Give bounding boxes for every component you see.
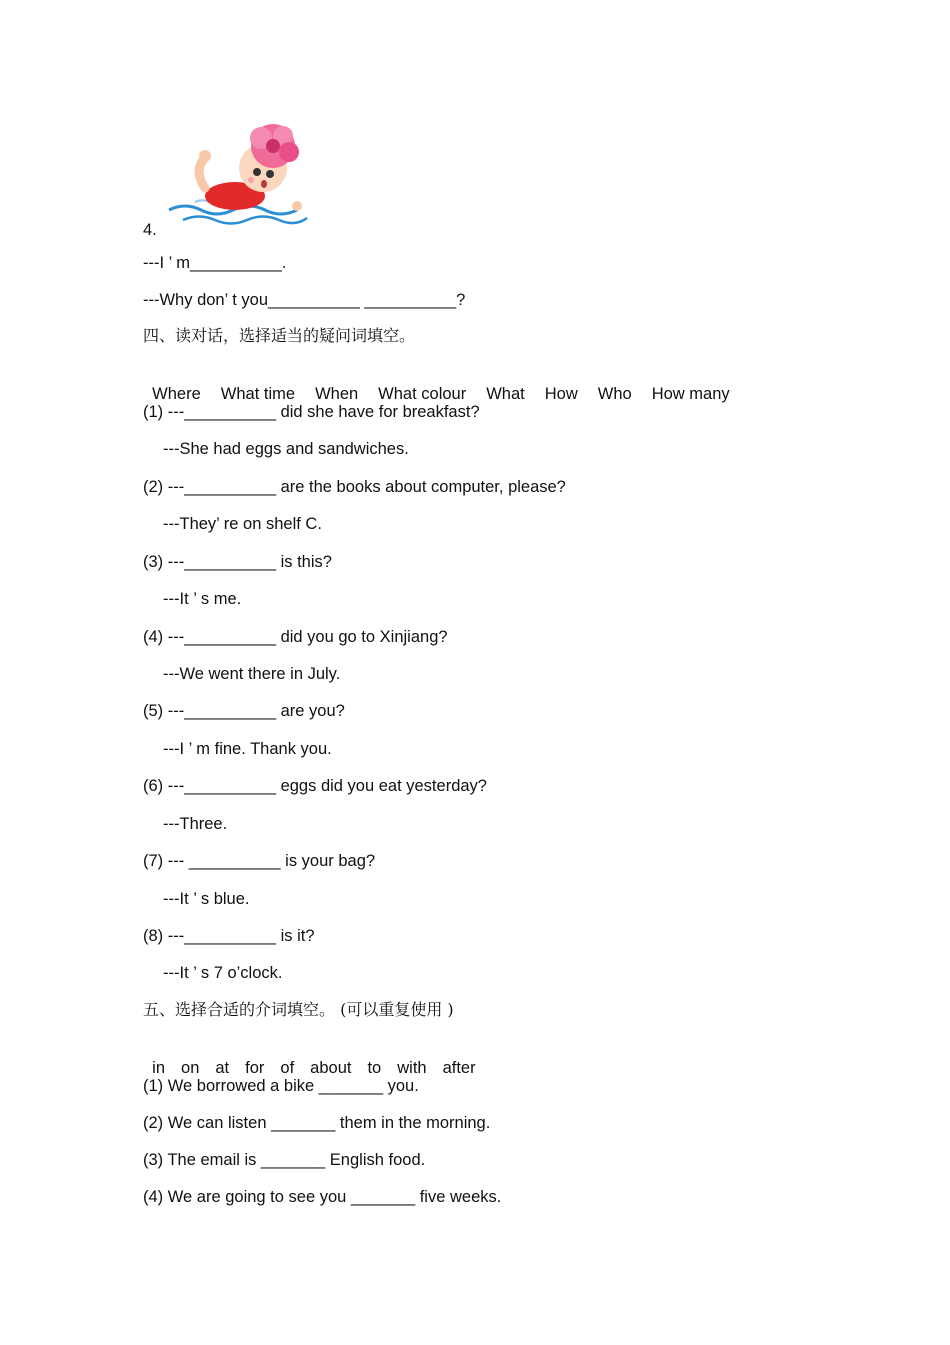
word-bank-item: How bbox=[544, 385, 578, 403]
swimming-girl-illustration bbox=[165, 118, 310, 230]
answer: ---They’ re on shelf C. bbox=[163, 515, 322, 533]
question: (2) ---__________ are the books about computer, please? bbox=[143, 478, 566, 496]
word-bank-item: Who bbox=[597, 385, 632, 403]
word-bank-item: after bbox=[442, 1059, 476, 1077]
word-bank-item: with bbox=[397, 1059, 427, 1077]
section-heading: 四、读对话，选择适当的疑问词填空。 bbox=[143, 326, 416, 345]
answer: ---It ’ s 7 o’clock. bbox=[163, 964, 283, 982]
word-bank-item: to bbox=[367, 1059, 382, 1077]
word-bank-item: at bbox=[215, 1059, 230, 1077]
answer: ---Three. bbox=[163, 815, 228, 833]
word-bank-item: in bbox=[152, 1059, 166, 1077]
word-bank-item: for bbox=[245, 1059, 265, 1077]
word-bank bbox=[143, 1038, 492, 1078]
answer: ---It ’ s blue. bbox=[163, 890, 250, 908]
question-number: 4. bbox=[143, 221, 157, 239]
answer: ---We went there in July. bbox=[163, 665, 341, 683]
word-bank-item: about bbox=[310, 1059, 352, 1077]
question: (8) ---__________ is it? bbox=[143, 927, 315, 945]
question: (5) ---__________ are you? bbox=[143, 702, 345, 720]
answer: ---It ’ s me. bbox=[163, 590, 242, 608]
word-bank-item: Where bbox=[152, 385, 201, 403]
dialogue-line: ---Why don’ t you__________ __________? bbox=[143, 291, 466, 309]
word-bank-item: on bbox=[181, 1059, 200, 1077]
word-bank-item: When bbox=[315, 385, 359, 403]
question: (7) --- __________ is your bag? bbox=[143, 852, 376, 870]
word-bank bbox=[143, 364, 750, 404]
question: (1) We borrowed a bike _______ you. bbox=[143, 1077, 419, 1095]
word-bank-item: What time bbox=[220, 385, 296, 403]
section-heading: 五、选择合适的介词填空。 (可以重复使用 ) bbox=[143, 1000, 454, 1019]
question: (6) ---__________ eggs did you eat yesterday? bbox=[143, 777, 487, 795]
word-bank-item: What bbox=[486, 385, 525, 403]
question: (3) The email is _______ English food. bbox=[143, 1151, 426, 1169]
question: (2) We can listen _______ them in the morning. bbox=[143, 1114, 491, 1132]
answer: ---I ’ m fine. Thank you. bbox=[163, 740, 332, 758]
question: (1) ---__________ did she have for breakfast? bbox=[143, 403, 480, 421]
dialogue-line: ---I ’ m__________. bbox=[143, 254, 287, 272]
word-bank-item: of bbox=[280, 1059, 295, 1077]
word-bank-item: How many bbox=[651, 385, 730, 403]
word-bank-item: What colour bbox=[378, 385, 467, 403]
question: (3) ---__________ is this? bbox=[143, 553, 332, 571]
answer: ---She had eggs and sandwiches. bbox=[163, 440, 409, 458]
question: (4) ---__________ did you go to Xinjiang? bbox=[143, 628, 448, 646]
question: (4) We are going to see you _______ five weeks. bbox=[143, 1188, 502, 1206]
